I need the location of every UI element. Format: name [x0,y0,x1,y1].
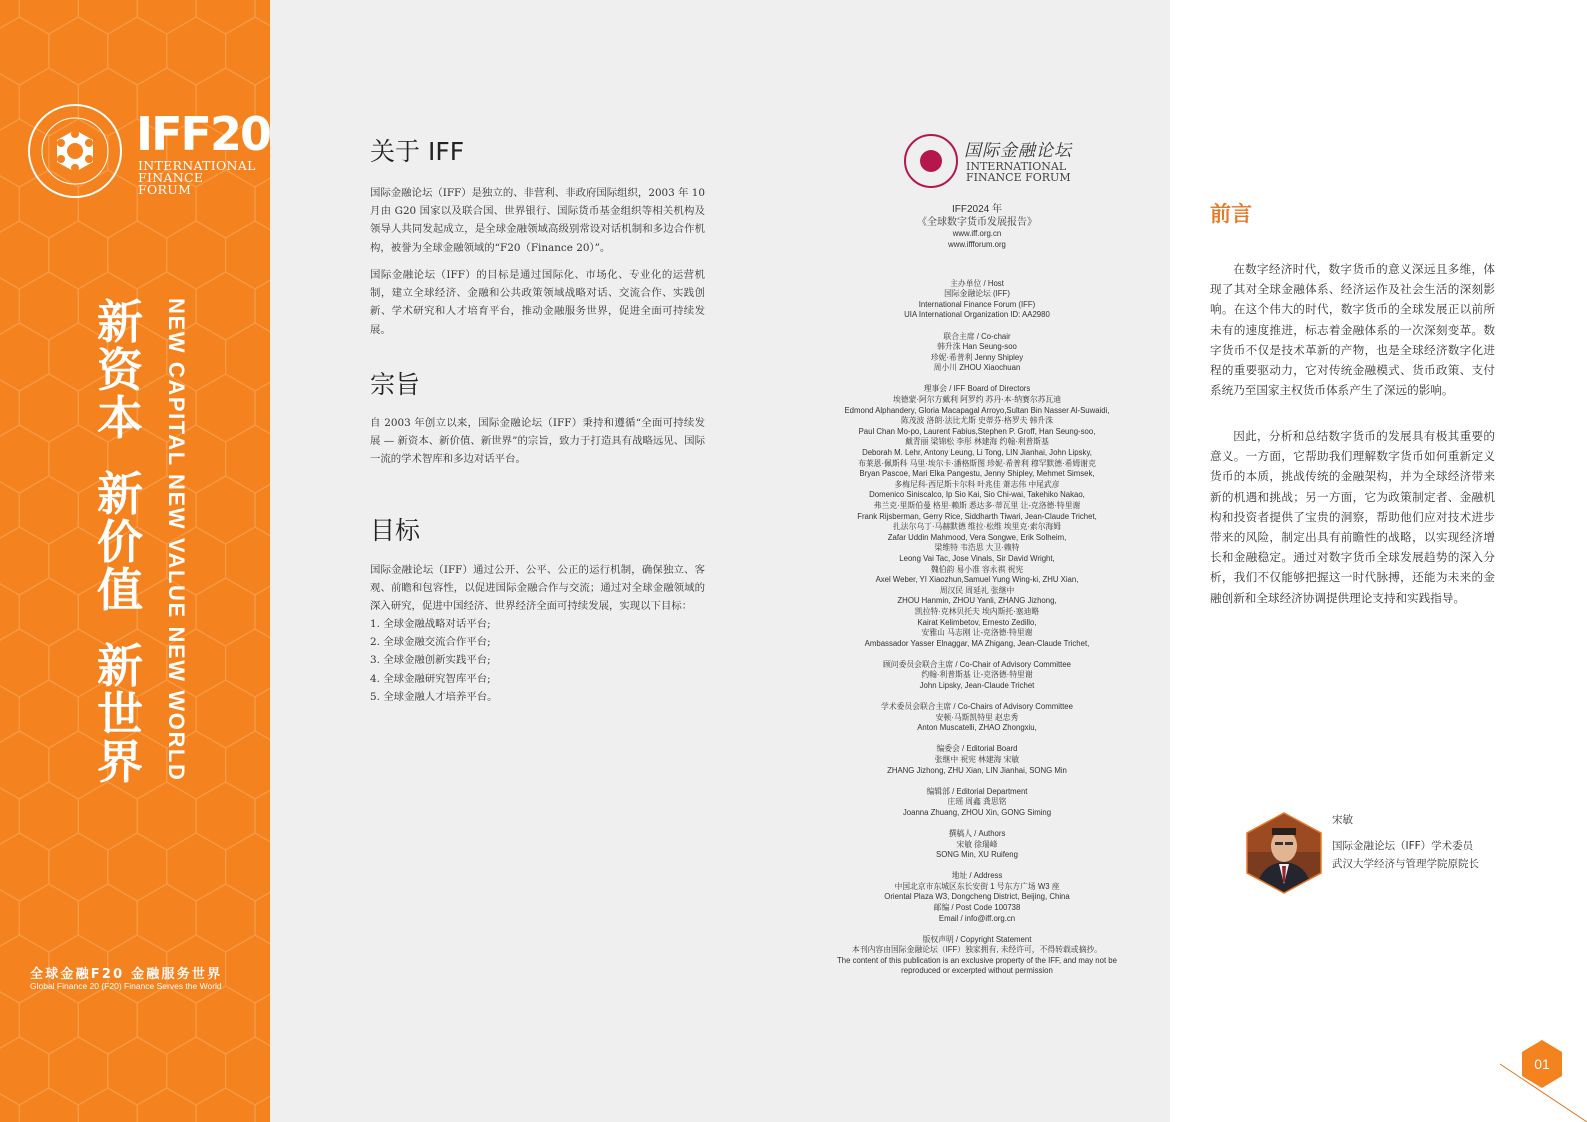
credits-line: 梁维特 韦浩思 大卫·赖特 [934,543,1020,553]
hexagon-shape [0,0,19,34]
list-item: 1. 全球金融战略对话平台; [370,618,491,630]
page-number: 01 [1534,1056,1550,1072]
hexagon-shape [19,986,78,1054]
hexagon-shape [226,1037,270,1105]
credits-line: Bryan Pascoe, Mari Elka Pangestu, Jenny Shipley, Mehmet Simsek, [859,469,1095,479]
hexagon-shape [226,17,270,85]
hexagon-shape [19,476,78,544]
slogan-char: 本 [97,391,143,445]
slogan-char: 资 [97,343,143,397]
hexagon-shape [78,884,137,952]
page-number-badge [1500,1030,1587,1122]
hexagon-shape [167,1037,226,1105]
hexagon-shape [167,17,226,85]
credits-board [832,384,1122,649]
website-link-2[interactable]: www.iffforum.org [948,239,1006,249]
hexagon-shape [78,986,137,1054]
hexagon-shape [226,425,270,493]
hexagon-shape [0,782,19,850]
credits-authors [832,829,1122,861]
author-name: 宋敏 [1332,814,1353,826]
hexagon-shape [226,833,270,901]
credits-heading: 联合主席 / Co-chair [943,331,1011,341]
hexagon-shape [196,476,255,544]
hexagon-shape [0,527,49,595]
hexagon-shape [0,272,19,340]
hexagon-shape [0,578,19,646]
credits-line: ZHANG Jizhong, ZHU Xian, LIN Jianhai, SONG Min [887,765,1067,775]
credits-heading: 学术委员会联合主席 / Co-Chairs of Advisory Committee [881,702,1073,712]
credits-line: 陈茂波 洛朗·法比尤斯 史蒂芬·格罗夫 韩升洙 [900,416,1054,426]
mission-title: 宗旨 [370,370,421,399]
credits-line: The content of this publication is an exclusive property of the IFF, and may not be [837,955,1117,965]
report-year: IFF2024 年 [951,204,1003,215]
hexagon-shape [196,0,255,34]
credits-line: reproduced or excerpted without permission [901,966,1053,976]
iff-seal-icon [28,104,122,198]
hexagon-shape [0,629,49,697]
author-title: 国际金融论坛（IFF）学术委员 [1332,840,1474,852]
iff-wordmark-subtitle [138,160,258,196]
logo-english-name [966,161,1071,183]
hexagon-shape [19,374,78,442]
goals-list [370,615,705,706]
iff-wordmark-line2: FINANCE FORUM [138,170,204,197]
hexagon-shape [108,221,167,289]
goals-paragraph: 国际金融论坛（IFF）通过公开、公平、公正的运行机制，确保独立、客观、前瞻和包容性，以促进国际金融合作与交流；通过对全球金融领域的深入研究，促进中国经济、世界经济全面可持续发展，实现以下目标： [370,564,705,613]
credits-line: 戴青丽 梁锦松 李彤 林建海 约翰·利普斯基 [905,437,1049,447]
credits-heading: 地址 / Address [951,871,1003,881]
credits-line: 庄瑶 周鑫 龚思铭 [947,797,1007,807]
hexagon-shape [0,323,49,391]
hexagon-shape [226,221,270,289]
credits-line: Joanna Zhuang, ZHOU Xin, GONG Siming [902,807,1052,817]
website-link-1[interactable]: www.iff.org.cn [952,229,1002,238]
credits-line: Kairat Kelimbetov, Ernesto Zedillo, [917,617,1037,627]
credits-advisory-cochair [832,660,1122,692]
iff-seal-icon [904,134,958,188]
hexagon-shape [49,1037,108,1105]
hexagon-shape [0,425,49,493]
iff-wordmark-line1: INTERNATIONAL [138,158,256,173]
slogan-char: 值 [97,563,143,617]
hexagon-shape [137,986,196,1054]
report-header [832,204,1122,250]
hexagon-shape [19,578,78,646]
hexagon-shape [196,578,255,646]
credits-line: Ambassador Yasser Elnaggar, MA Zhigang, Jean-Claude Trichet, [864,638,1090,648]
hexagon-shape [226,323,270,391]
hexagon-shape [0,374,19,442]
credits-line: ZHOU Hanmin, ZHOU Yanli, ZHANG Jizhong, [897,596,1057,606]
credits-line: Axel Weber, YI Xiaozhun,Samuel Yung Wing-ki, ZHU Xian, [875,575,1079,585]
author-avatar [1246,812,1322,894]
hexagon-shape [0,833,49,901]
credits-line: Leong Vai Tac, Jose Vinals, Sir David Wright, [899,553,1055,563]
credits-line: Anton Muscatelli, ZHAO Zhongxiu, [917,723,1037,733]
hexagon-shape [108,17,167,85]
hexagon-shape [196,374,255,442]
hexagon-shape [78,0,137,34]
credits-heading: 编委会 / Editorial Board [936,744,1018,754]
list-item: 2. 全球金融交流合作平台; [370,636,491,649]
credits-line: 珍妮·希普利 Jenny Shipley [930,352,1024,362]
hexagon-shape [0,986,19,1054]
credits-line: John Lipsky, Jean-Claude Trichet [919,680,1035,690]
hexagon-shape [78,1088,137,1122]
credits-line: 韩升洙 Han Seung-soo [937,342,1017,352]
credits-line: 国际金融论坛 (IFF) [944,289,1010,299]
credits-heading: 顾问委员会联合主席 / Co-Chair of Advisory Committee [882,659,1072,669]
hexagon-shape [49,17,108,85]
credits-line: Oriental Plaza W3, Dongcheng District, Beijing, China [884,892,1070,902]
hexagon-shape [0,1037,49,1105]
credits-editorial-department [832,787,1122,819]
list-item: 3. 全球金融创新实践平台; [370,654,491,667]
logo-english-line1: INTERNATIONAL [966,160,1067,173]
hexagon-shape [0,17,49,85]
credits-heading: 理事会 / IFF Board of Directors [923,384,1031,394]
hexagon-shape [255,1088,270,1122]
hexagon-shape [0,68,19,136]
preface-title: 前言 [1210,202,1252,226]
credits-academic-cochairs [832,702,1122,734]
hexagon-shape [196,680,255,748]
hexagon-shape [226,629,270,697]
credits-line: 邮编 / Post Code 100738 [933,902,1021,912]
about-paragraph-2: 国际金融论坛（IFF）的目标是通过国际化、市场化、专业化的运营机制，建立全球经济、金融和公共政策领域战略对话、交流合作、实践创新、学术研究和人才培育平台，推动金融服务世界，促进全面可持续发展。 [370,269,705,336]
credits-line: Deborah M. Lehr, Antony Leung, Li Tong, LIN Jianhai, John Lipsky, [862,448,1092,457]
credits-line: 张继中 祝宪 林建海 宋敏 [934,754,1020,764]
footer-slogan-english: Global Finance 20 (F20) Finance Serves the World [30,981,222,991]
hexagon-shape [108,1037,167,1105]
hexagon-shape [0,170,19,238]
hexagon-shape [226,935,270,1003]
credits-heading: 版权声明 / Copyright Statement [922,934,1032,944]
slogan-chinese [92,295,148,789]
list-item: 5. 全球金融人才培养平台。 [370,690,498,703]
credits-line: 约翰·利普斯基 让-克洛德·特里谢 [921,670,1033,680]
hexagon-shape [0,476,19,544]
hexagon-shape [108,833,167,901]
credits-line: 周小川 ZHOU Xiaochuan [933,363,1021,373]
slogan-english: NEW CAPITAL NEW VALUE NEW WORLD [164,298,189,782]
credits-editorial-board [832,744,1122,776]
preface-paragraph-1: 在数字经济时代，数字货币的意义深远且多维，体现了其对全球金融体系、经济运作及社会生活的深刻影响。在这个伟大的时代，数字货币的全球发展正以前所未有的速度推进，标志着金融体系的一次深刻变革。数字货币不仅是技术革新的产物，也是全球经济数字化进程的重要驱动力，它对传统金融模式、货币政策、支付系统乃至国家主权货币体系产生了深远的影响。 [1210,262,1495,398]
iff20-logo [28,104,270,200]
credits-line: 魏伯韵 易小准 容永祺 祝宪 [930,564,1024,574]
hexagon-shape [19,1088,78,1122]
hexagon-shape [0,1088,19,1122]
credits-line: 扎法尔乌丁·马赫默德 维拉·松维 埃里克·索尔海姆 [892,522,1062,532]
hexagon-shape [196,986,255,1054]
list-item: 4. 全球金融研究智库平台; [370,672,491,685]
hexagon-shape [0,884,19,952]
slogan-char: 新 [97,467,143,521]
hexagon-shape [78,782,137,850]
mission-paragraph: 自 2003 年创立以来，国际金融论坛（IFF）秉持和遵循“全面可持续发展 — 新资本、新价值、新世界”的宗旨，致力于打造具有战略远见、国际一流的学术智库和多边对话平台。 [370,417,705,466]
hexagon-shape [196,272,255,340]
credits-line: Email / info@iff.org.cn [938,913,1016,923]
slogan-char: 界 [97,735,143,789]
slogan-char: 新 [97,295,143,349]
credits-line: Paul Chan Mo-po, Laurent Fabius,Stephen P. Groff, Han Seung-soo, [858,426,1096,436]
report-title: 《全球数字货币发展报告》 [917,216,1037,228]
credits-line: 弗兰克·里斯伯曼 格里·赖斯 悉达多·蒂瓦里 让-克洛德·特里谢 [873,500,1081,510]
hexagon-shape [19,680,78,748]
hexagon-shape [226,731,270,799]
credits-line: Zafar Uddin Mahmood, Vera Songwe, Erik Solheim, [887,532,1067,542]
about-title: 关于 IFF [370,137,465,166]
hexagon-shape [49,221,108,289]
credits-line: Edmond Alphandery, Gloria Macapagal Arroyo,Sultan Bin Nasser Al-Suwaidi, [844,405,1110,415]
hexagon-shape [0,221,49,289]
credits-line: 安雅山 马志刚 让-克洛德·特里谢 [921,628,1033,638]
credits-line: 周汉民 周延礼 张继中 [939,585,1015,595]
credits-line: Domenico Siniscalco, Ip Sio Kai, Sio Chi-wai, Takehiko Nakao, [869,490,1085,500]
logo-chinese-name: 国际金融论坛 [964,141,1072,161]
slogan-char: 价 [97,515,143,569]
iff20-wordmark: IFF20 [136,107,270,161]
hexagon-shape [226,527,270,595]
credits-heading: 撰稿人 / Authors [948,828,1006,838]
hexagon-shape [196,1088,255,1122]
credits-line: 多梅尼科·西尼斯卡尔科 叶兆佳 萧志伟 中尾武彦 [894,479,1060,489]
credits-line: SONG Min, XU Ruifeng [936,850,1018,860]
slogan-char: 新 [97,639,143,693]
credits-line: 中国北京市东城区东长安街 1 号东方广场 W3 座 [894,881,1060,891]
about-paragraph-1: 国际金融论坛（IFF）是独立的、非营利、非政府国际组织，2003 年 10 月由 G20 国家以及联合国、世界银行、国际货币基金组织等相关机构及领导人共同发起成立，是全球金融领域高级别常设对话机制和多边合作机构，被誉为全球金融领域的“F20（Finance 20）”。 [370,187,705,254]
credits-heading: 主办单位 / Host [950,278,1004,288]
credits-line: 本刊内容由国际金融论坛（IFF）独家拥有, 未经许可，不得转载或摘抄。 [852,945,1102,955]
hexagon-shape [137,884,196,952]
credits-host [832,279,1122,321]
hexagon-shape [137,782,196,850]
hexagon-shape [137,1088,196,1122]
author-affiliation: 武汉大学经济与管理学院原院长 [1332,858,1479,870]
credits-line: 凯拉特·克林贝托夫 埃内斯托·塞迪略 [914,606,1040,616]
hexagon-shape [49,833,108,901]
logo-english-line2: FINANCE FORUM [966,171,1071,184]
hexagon-shape [0,731,49,799]
credits-line: Frank Rijsberman, Gerry Rice, Siddharth Tiwari, Jean-Claude Trichet, [857,511,1097,521]
credits-line: 宋敏 徐瑞峰 [956,839,998,849]
credits-line: International Finance Forum (IFF) [918,299,1036,309]
preface-paragraph-2: 因此，分析和总结数字货币的发展具有极其重要的意义。一方面，它帮助我们理解数字货币如何重新定义货币的本质，挑战传统的金融架构，并为全球经济带来新的机遇和挑战；另一方面，它为政策制定者、金融机构和投资者提供了宝贵的洞察，帮助他们应对技术进步带来的风险，制定出具有前瞻性的战略，以实现经济增长和金融稳定。通过对数字货币全球发展趋势的深入分析，我们不仅能够把握这一时代脉搏，还能为未来的金融创新和全球经济协调提供理论支持和实践指导。 [1210,429,1495,605]
hexagon-shape [196,782,255,850]
slogan-char: 世 [97,687,143,741]
iff-credits-logo [904,134,1074,190]
credits-line: 安顿·马斯凯特里 赵忠秀 [935,712,1019,722]
hexagon-shape [137,0,196,34]
credits-address [832,871,1122,924]
hexagon-shape [255,0,270,34]
credits-line: 布莱恩·佩斯科 马里·埃尔卡·潘格斯图 珍妮·希普利 穆罕默德·希姆谢克 [858,458,1096,468]
credits-line: 埃德蒙·阿尔方戴利 阿罗约 苏丹·本·纳赛尔苏瓦迪 [892,395,1062,405]
credits-copyright [832,935,1122,977]
footer-slogan-chinese: 全球金融F20 金融服务世界 [30,967,223,982]
hexagon-shape [19,0,78,34]
credits-heading: 编辑部 / Editorial Department [926,786,1028,796]
hexagon-shape [167,833,226,901]
hexagon-shape [167,221,226,289]
credits-column [832,204,1122,988]
goals-title: 目标 [370,516,421,545]
left-brand-panel [0,0,270,1122]
credits-cochair [832,332,1122,374]
hexagon-shape [19,884,78,952]
hexagon-shape [196,884,255,952]
credits-line: UIA International Organization ID: AA2980 [904,310,1050,320]
hexagon-shape [19,782,78,850]
hexagon-shape [19,272,78,340]
hexagon-shape [0,680,19,748]
